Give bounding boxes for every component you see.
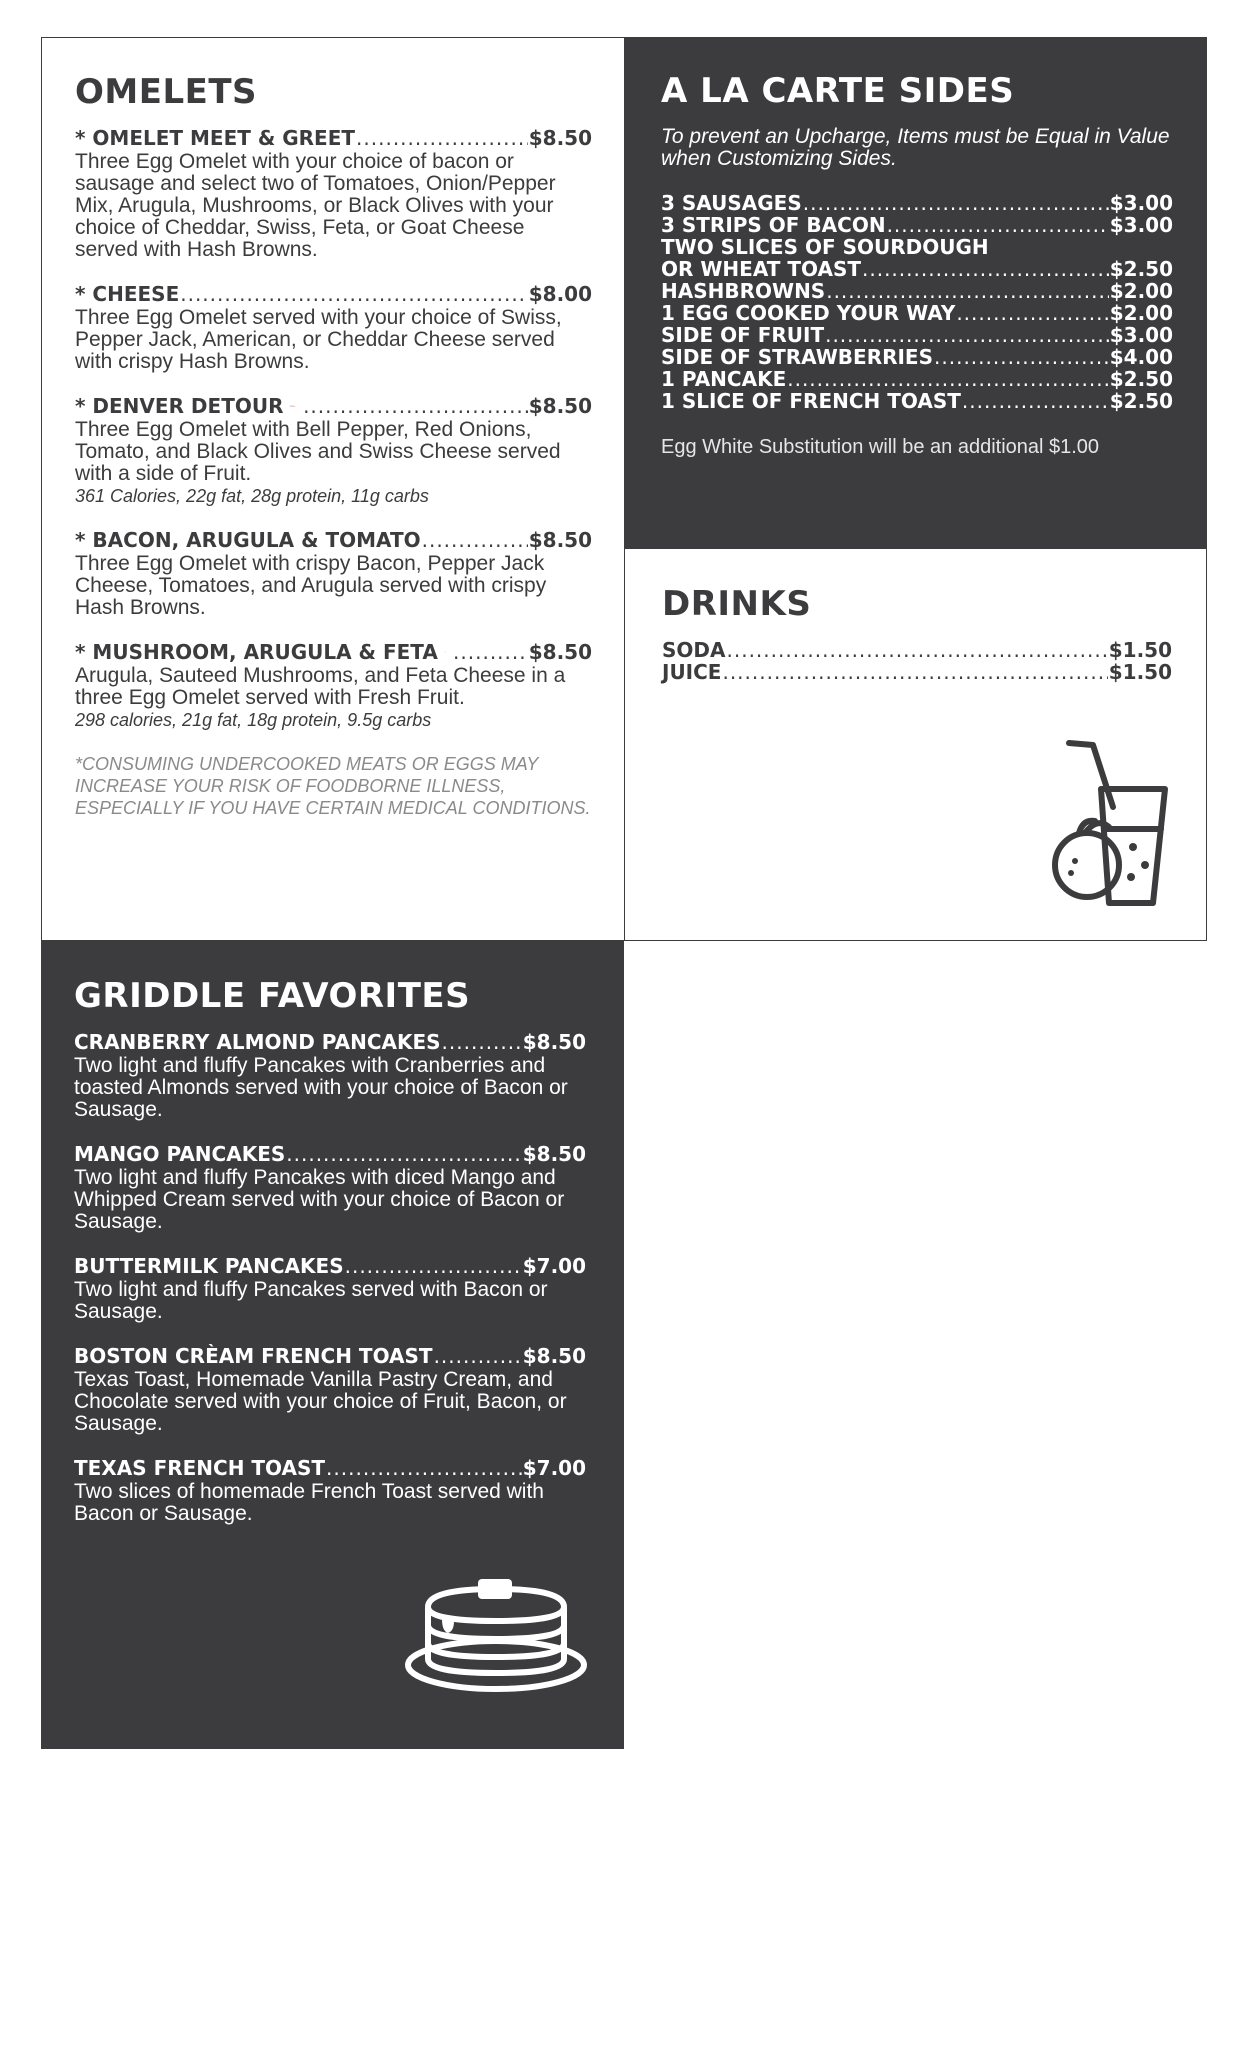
item-description: Two slices of homemade French Toast served with Bacon or Sausage. xyxy=(74,1480,544,1526)
item-name: * OMELET MEET & GREET xyxy=(75,126,356,151)
egg-white-note: Egg White Substitution will be an additional $1.00 xyxy=(661,436,1100,459)
sides-title: A LA CARTE SIDES xyxy=(661,71,1015,111)
item-description: Two light and fluffy Pancakes with Cranberries and toasted Almonds served with your choice of Bacon or Sausage. xyxy=(74,1054,568,1122)
item-name: TEXAS FRENCH TOAST xyxy=(74,1456,326,1481)
griddle-section xyxy=(41,941,624,1749)
item-name: MANGO PANCAKES xyxy=(74,1142,286,1167)
item-description: Three Egg Omelet with crispy Bacon, Pepper Jack Cheese, Tomatoes, and Arugula served with crispy Hash Browns. xyxy=(75,552,547,620)
drinks-title: DRINKS xyxy=(662,584,812,624)
drinks-section xyxy=(624,548,1207,941)
sides-section xyxy=(624,37,1207,548)
side-item: 1 SLICE OF FRENCH TOAST ..... $2.50 xyxy=(661,390,1173,412)
item-price: $8.50 xyxy=(528,528,592,553)
menu-item xyxy=(74,1031,586,1121)
item-description: Three Egg Omelet with Bell Pepper, Red Onions, Tomato, and Black Olives and Swiss Cheese served with a side of Fruit. xyxy=(75,418,561,486)
item-price: $8.50 xyxy=(522,1030,586,1055)
item-description: Three Egg Omelet with your choice of bacon or sausage and select two of Tomatoes, Onion/Pepper Mix, Arugula, Mushrooms, or Black Olives with your choice of Cheddar, Swiss, Feta, or Goat Cheese served with Hash Browns. xyxy=(75,150,556,262)
menu-item xyxy=(75,529,592,619)
wave-icon xyxy=(289,399,296,413)
item-description: Texas Toast, Homemade Vanilla Pastry Cream, and Chocolate served with your choice of Fruit, Bacon, or Sausage. xyxy=(74,1368,567,1436)
item-price: $8.50 xyxy=(528,640,592,665)
item-description: Two light and fluffy Pancakes served with Bacon or Sausage. xyxy=(74,1278,548,1324)
griddle-title: GRIDDLE FAVORITES xyxy=(74,976,471,1016)
item-price: $7.00 xyxy=(522,1254,586,1279)
omelets-title: OMELETS xyxy=(75,72,258,112)
menu-item xyxy=(75,641,592,731)
side-item: 3 SAUSAGES ..... $3.00 xyxy=(661,192,1173,214)
menu-item xyxy=(74,1457,586,1525)
side-item: SIDE OF FRUIT ..... $3.00 xyxy=(661,324,1173,346)
sides-subtitle: To prevent an Upcharge, Items must be Equal in Value when Customizing Sides. xyxy=(661,125,1170,171)
pancake-stack-icon xyxy=(402,1573,590,1695)
item-price: $7.00 xyxy=(522,1456,586,1481)
item-name: * CHEESE xyxy=(75,282,180,307)
side-item-line1: TWO SLICES OF SOURDOUGH xyxy=(661,235,989,260)
side-item: OR WHEAT TOAST ..... $2.50 xyxy=(661,258,1173,280)
side-item: HASHBROWNS ..... $2.00 xyxy=(661,280,1173,302)
side-item: 1 PANCAKE ..... $2.50 xyxy=(661,368,1173,390)
side-item: SIDE OF STRAWBERRIES ..... $4.00 xyxy=(661,346,1173,368)
item-price: $8.50 xyxy=(528,394,592,419)
item-nutrition: 361 Calories, 22g fat, 28g protein, 11g carbs xyxy=(75,486,429,507)
item-description: Two light and fluffy Pancakes with diced Mango and Whipped Cream served with your choice of Bacon or Sausage. xyxy=(74,1166,565,1234)
item-name: BUTTERMILK PANCAKES xyxy=(74,1254,344,1279)
menu-item xyxy=(74,1255,586,1323)
item-nutrition: 298 calories, 21g fat, 18g protein, 9.5g carbs xyxy=(75,710,432,731)
item-name: * DENVER DETOUR xyxy=(75,394,284,419)
item-name: BOSTON CRÈAM FRENCH TOAST xyxy=(74,1344,433,1369)
omelets-section xyxy=(41,37,624,941)
item-price: $8.50 xyxy=(522,1344,586,1369)
side-item: 3 STRIPS OF BACON ..... $3.00 xyxy=(661,214,1173,236)
item-name: * BACON, ARUGULA & TOMATO xyxy=(75,528,421,553)
menu-item xyxy=(74,1345,586,1435)
wave-icon xyxy=(444,645,446,659)
item-description: Arugula, Sauteed Mushrooms, and Feta Cheese in a three Egg Omelet served with Fresh Fruit. xyxy=(75,664,566,710)
item-name: CRANBERRY ALMOND PANCAKES xyxy=(74,1030,441,1055)
side-item: 1 EGG COOKED YOUR WAY ..... $2.00 xyxy=(661,302,1173,324)
menu-item xyxy=(75,395,592,507)
item-description: Three Egg Omelet served with your choice of Swiss, Pepper Jack, American, or Cheddar Cheese served with crispy Hash Browns. xyxy=(75,306,562,374)
drink-item: JUICE ..... $1.50 xyxy=(662,661,1172,683)
food-safety-warning: *CONSUMING UNDERCOOKED MEATS OR EGGS MAY INCREASE YOUR RISK OF FOODBORNE ILLNESS, ESPECIALLY IF YOU HAVE CERTAIN MEDICAL CONDITIONS. xyxy=(75,754,591,819)
menu-item xyxy=(74,1143,586,1233)
item-name: * MUSHROOM, ARUGULA & FETA xyxy=(75,640,438,665)
drink-item: SODA ..... $1.50 xyxy=(662,639,1172,661)
item-price: $8.50 xyxy=(528,126,592,151)
menu-item xyxy=(75,127,592,261)
item-price: $8.50 xyxy=(522,1142,586,1167)
menu-item xyxy=(75,283,592,373)
juice-glass-icon xyxy=(1049,737,1173,912)
item-price: $8.00 xyxy=(528,282,592,307)
